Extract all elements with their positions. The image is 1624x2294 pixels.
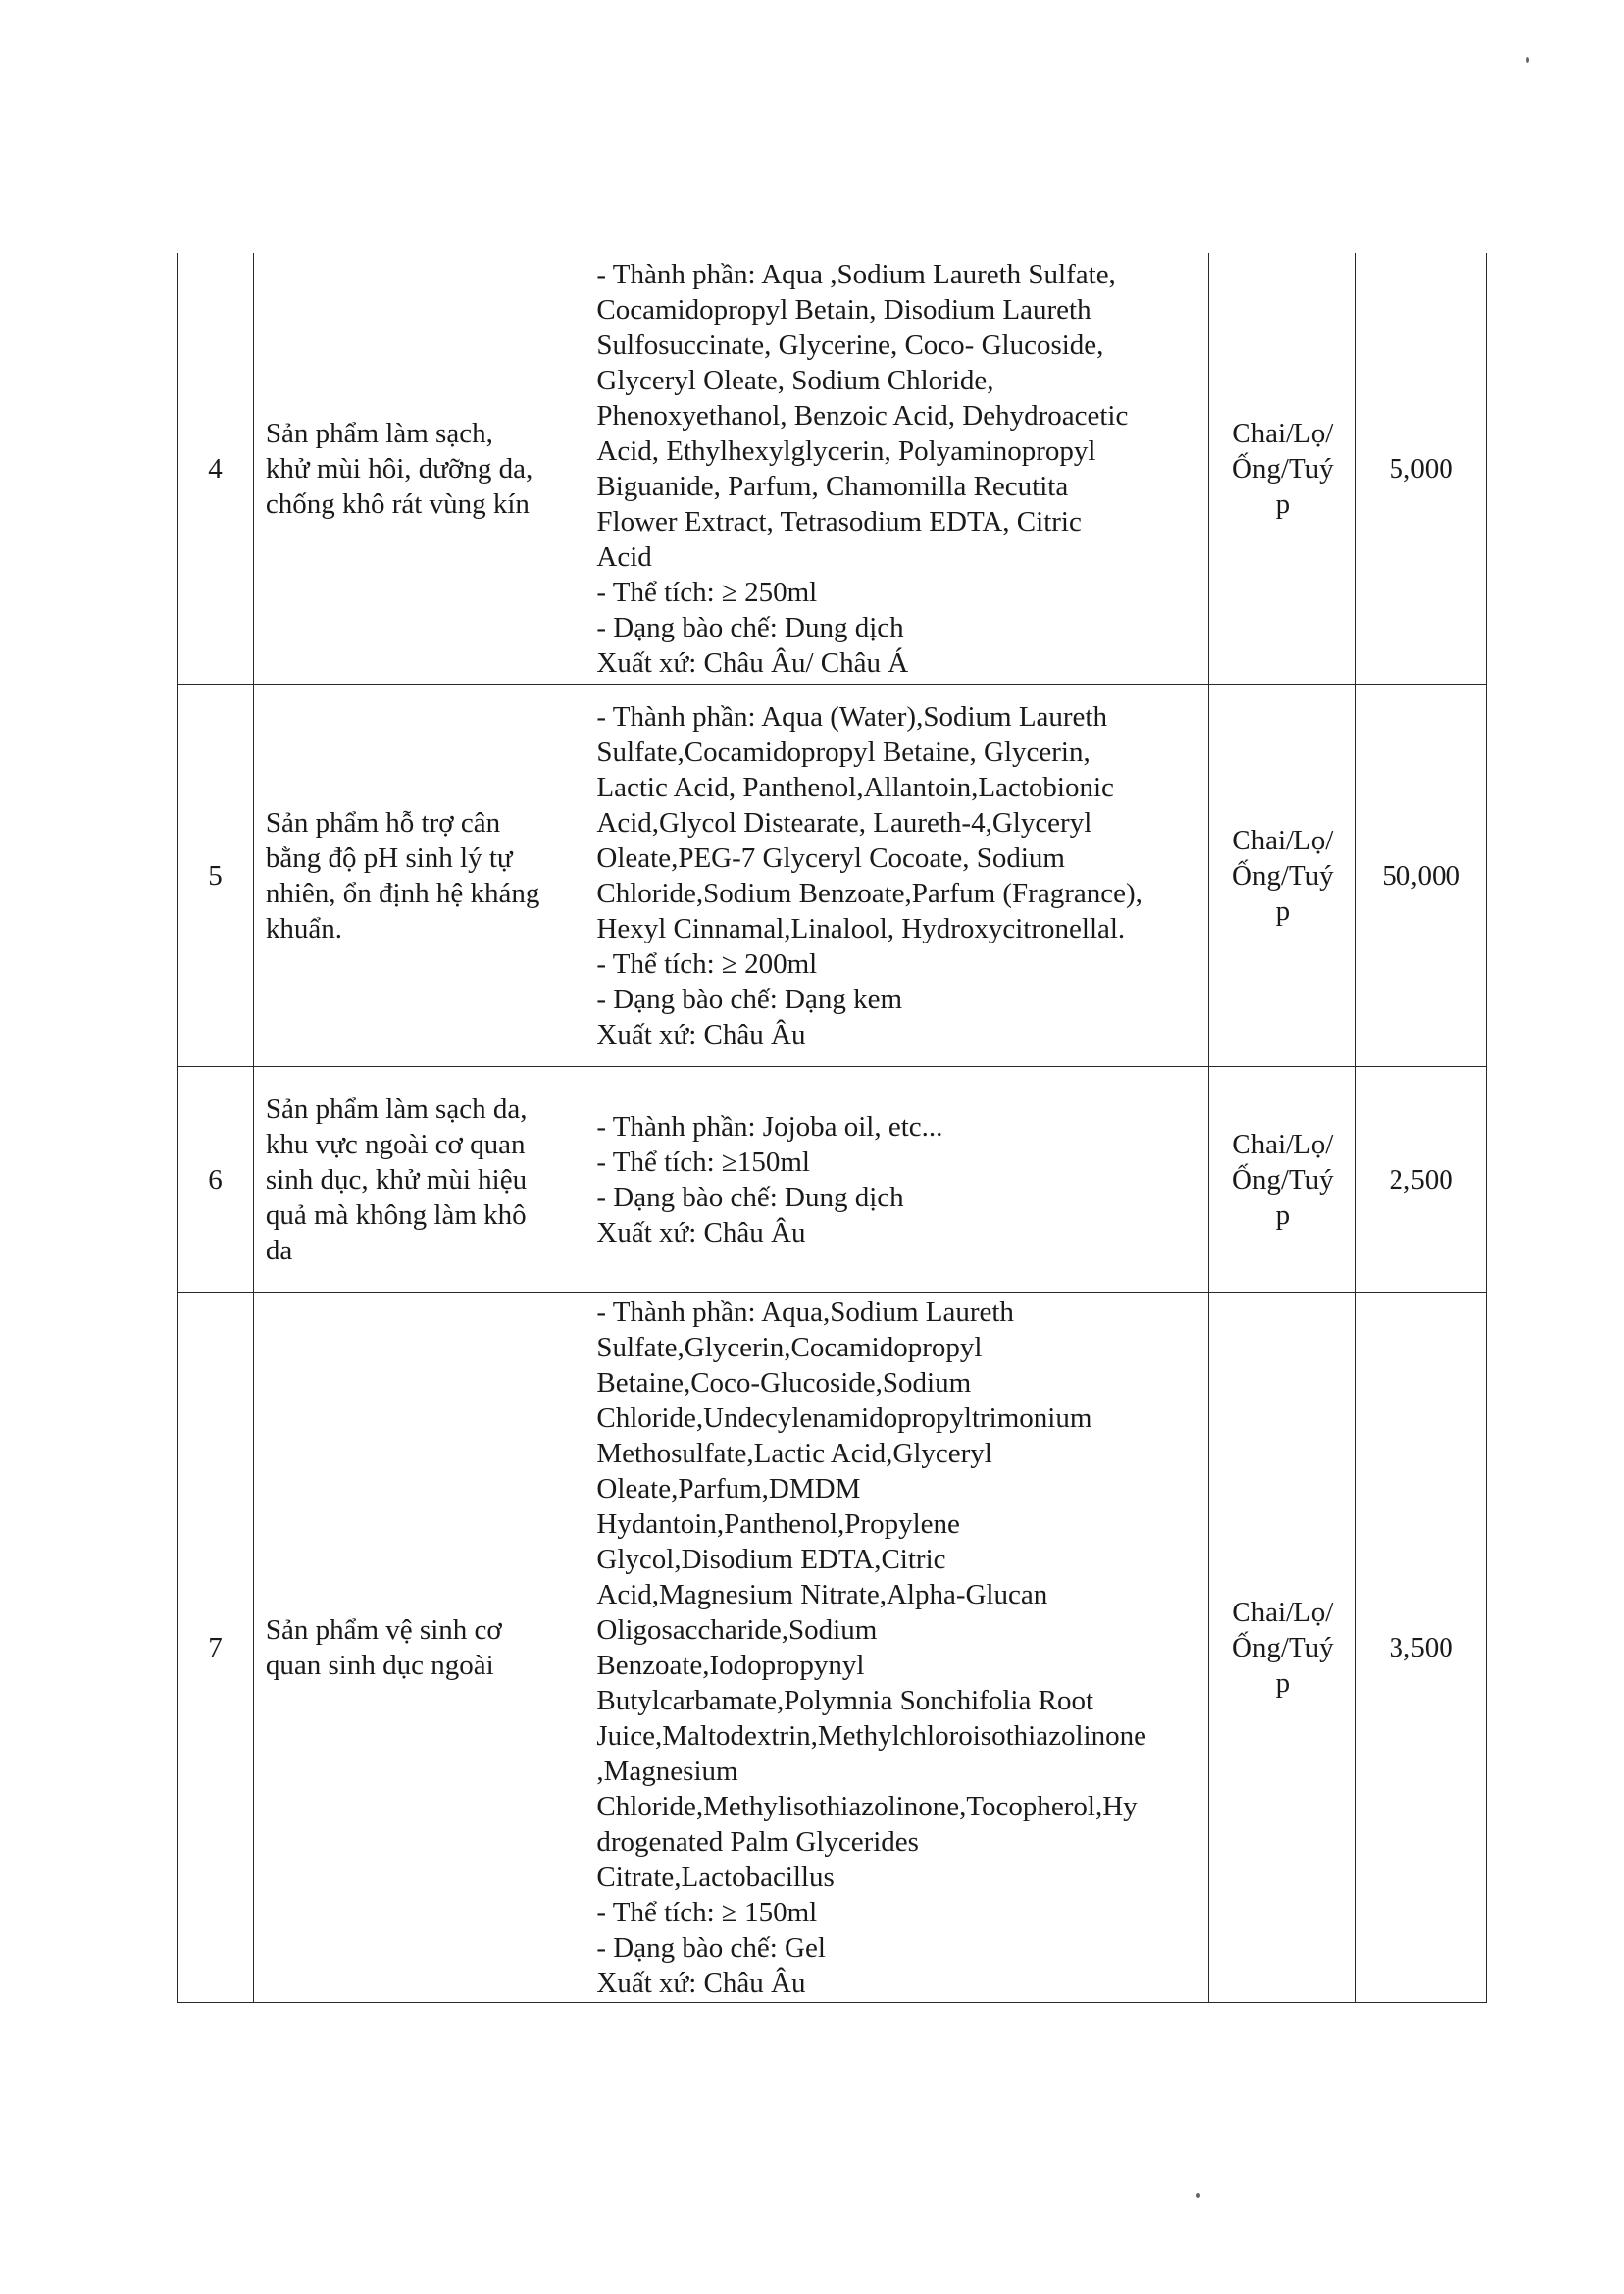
spec-line: - Thành phần: Aqua (Water),Sodium Laureth — [596, 700, 1107, 733]
spec-line: Biguanide, Parfum, Chamomilla Recutita — [596, 470, 1069, 502]
unit-of-measure — [1209, 253, 1356, 684]
spec-line: Hexyl Cinnamal,Linalool, Hydroxycitronellal. — [596, 912, 1126, 944]
spec-line: Butylcarbamate,Polymnia Sonchifolia Root — [596, 1684, 1093, 1716]
quantity: 3,500 — [1389, 1631, 1453, 1663]
unit-line: Ống/Tuý — [1231, 1163, 1334, 1196]
spec-line: - Thành phần: Aqua ,Sodium Laureth Sulfate, — [596, 258, 1116, 290]
product-name-line: khuẩn. — [265, 912, 342, 944]
row-number: 7 — [178, 1293, 254, 2002]
spec-line: Chloride,Methylisothiazolinone,Tocopherol,Hy — [596, 1790, 1138, 1822]
spec-line: Acid — [596, 540, 652, 573]
spec-line: - Dạng bào chế: Dung dịch — [596, 611, 904, 643]
scan-speck — [1196, 2193, 1200, 2198]
table-row — [177, 1067, 1487, 1293]
unit-line: Chai/Lọ/ — [1232, 417, 1334, 449]
unit-line: p — [1275, 1666, 1291, 1699]
spec-line: Oleate,Parfum,DMDM — [596, 1472, 861, 1504]
spec-line: - Thể tích: ≥ 200ml — [596, 947, 818, 980]
spec-line: drogenated Palm Glycerides — [596, 1825, 919, 1858]
spec-line: Sulfosuccinate, Glycerine, Coco- Glucoside, — [596, 329, 1104, 361]
unit-of-measure — [1209, 1293, 1356, 2002]
spec-line: Oleate,PEG-7 Glyceryl Cocoate, Sodium — [596, 841, 1065, 874]
spec-line: - Thể tích: ≥150ml — [596, 1146, 810, 1178]
spec-line: Flower Extract, Tetrasodium EDTA, Citric — [596, 505, 1082, 537]
spec-line: - Thể tích: ≥ 150ml — [596, 1896, 818, 1928]
product-name — [254, 685, 585, 1066]
product-name-line: Sản phẩm vệ sinh cơ — [265, 1613, 502, 1646]
spec-line: Cocamidopropyl Betain, Disodium Laureth — [596, 293, 1091, 326]
spec-line: Citrate,Lactobacillus — [596, 1861, 835, 1893]
spec-line: ,Magnesium — [596, 1755, 738, 1787]
product-name-line: khu vực ngoài cơ quan — [265, 1128, 526, 1160]
spec-line: - Dạng bào chế: Dạng kem — [596, 983, 903, 1015]
spec-line: Xuất xứ: Châu Âu/ Châu Á — [596, 646, 909, 679]
spec-line: Phenoxyethanol, Benzoic Acid, Dehydroacetic — [596, 399, 1129, 432]
spec-line: Oligosaccharide,Sodium — [596, 1613, 878, 1646]
spec-line: - Thành phần: Jojoba oil, etc... — [596, 1110, 943, 1143]
spec-line: Sulfate,Cocamidopropyl Betaine, Glycerin, — [596, 736, 1091, 768]
unit-line: Chai/Lọ/ — [1232, 1128, 1334, 1160]
product-name-line: nhiên, ổn định hệ kháng — [265, 877, 540, 909]
product-name-line: da — [265, 1234, 293, 1266]
quantity: 50,000 — [1382, 859, 1460, 892]
spec-line: - Thành phần: Aqua,Sodium Laureth — [596, 1296, 1014, 1328]
quantity: 5,000 — [1389, 452, 1453, 484]
product-name-line: bằng độ pH sinh lý tự — [265, 841, 513, 874]
spec-line: Acid,Magnesium Nitrate,Alpha-Glucan — [596, 1578, 1048, 1610]
product-name — [254, 1067, 585, 1292]
spec-line: Sulfate,Glycerin,Cocamidopropyl — [596, 1331, 983, 1363]
spec-line: Betaine,Coco-Glucoside,Sodium — [596, 1366, 972, 1399]
product-name — [254, 253, 585, 684]
spec-line: Lactic Acid, Panthenol,Allantoin,Lactobionic — [596, 771, 1114, 803]
spec-line: - Dạng bào chế: Dung dịch — [596, 1181, 904, 1213]
row-number: 6 — [178, 1067, 254, 1292]
spec-line: Chloride,Sodium Benzoate,Parfum (Fragrance), — [596, 877, 1142, 909]
spec-line: Xuất xứ: Châu Âu — [596, 1216, 806, 1249]
unit-line: Ống/Tuý — [1231, 859, 1334, 892]
table-row — [177, 1293, 1487, 2003]
unit-line: Ống/Tuý — [1231, 1631, 1334, 1663]
unit-line: p — [1275, 487, 1291, 520]
product-name-line: Sản phẩm làm sạch, — [265, 417, 493, 449]
product-spec — [584, 253, 1209, 684]
unit-line: p — [1275, 894, 1291, 927]
spec-line: Methosulfate,Lactic Acid,Glyceryl — [596, 1437, 992, 1469]
unit-line: p — [1275, 1198, 1291, 1231]
table-row — [177, 253, 1487, 685]
row-number: 5 — [178, 685, 254, 1066]
spec-line: Glyceryl Oleate, Sodium Chloride, — [596, 364, 994, 396]
spec-line: Hydantoin,Panthenol,Propylene — [596, 1507, 960, 1540]
spec-line: Acid, Ethylhexylglycerin, Polyaminopropyl — [596, 434, 1096, 467]
product-spec — [584, 685, 1209, 1066]
product-name — [254, 1293, 585, 2002]
unit-line: Chai/Lọ/ — [1232, 824, 1334, 856]
spec-line: Juice,Maltodextrin,Methylchloroisothiazolinone — [596, 1719, 1146, 1752]
product-name-line: quan sinh dục ngoài — [265, 1649, 494, 1681]
quantity: 2,500 — [1389, 1163, 1453, 1196]
product-table — [177, 253, 1487, 2003]
spec-line: Benzoate,Iodopropynyl — [596, 1649, 865, 1681]
scan-speck — [1526, 57, 1529, 63]
spec-line: Acid,Glycol Distearate, Laureth-4,Glyceryl — [596, 806, 1092, 839]
unit-of-measure — [1209, 685, 1356, 1066]
spec-line: Xuất xứ: Châu Âu — [596, 1018, 806, 1050]
product-name-line: sinh dục, khử mùi hiệu — [265, 1163, 528, 1196]
unit-line: Chai/Lọ/ — [1232, 1596, 1334, 1628]
product-name-line: Sản phẩm hỗ trợ cân — [265, 806, 501, 839]
spec-line: Xuất xứ: Châu Âu — [596, 1966, 806, 1999]
unit-of-measure — [1209, 1067, 1356, 1292]
row-number: 4 — [178, 253, 254, 684]
spec-line: Chloride,Undecylenamidopropyltrimonium — [596, 1402, 1092, 1434]
product-name-line: chống khô rát vùng kín — [265, 487, 530, 520]
product-spec — [584, 1067, 1209, 1292]
table-row — [177, 685, 1487, 1067]
unit-line: Ống/Tuý — [1231, 452, 1334, 484]
spec-line: - Dạng bào chế: Gel — [596, 1931, 826, 1963]
product-spec — [584, 1293, 1209, 2002]
product-name-line: khử mùi hôi, dưỡng da, — [265, 452, 533, 484]
product-name-line: quả mà không làm khô — [265, 1198, 527, 1231]
spec-line: Glycol,Disodium EDTA,Citric — [596, 1543, 946, 1575]
product-name-line: Sản phẩm làm sạch da, — [265, 1093, 528, 1125]
spec-line: - Thể tích: ≥ 250ml — [596, 576, 818, 608]
